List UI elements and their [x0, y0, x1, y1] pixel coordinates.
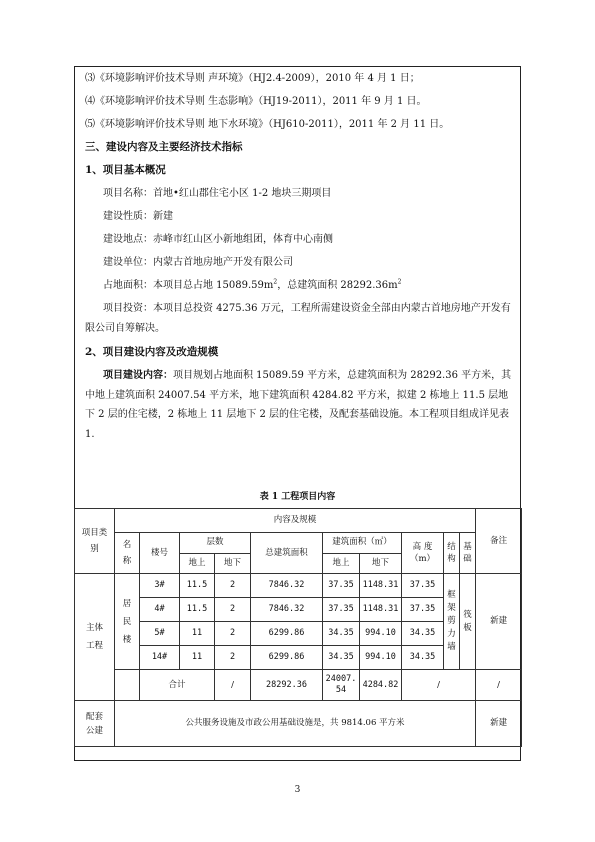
height: 37.35	[402, 574, 444, 598]
floors-below: 2	[215, 574, 251, 598]
total-area: 7846.32	[251, 574, 323, 598]
header-area-above: 地上	[323, 553, 360, 574]
building-no: 5#	[140, 622, 180, 646]
area-below: 994.10	[360, 645, 402, 669]
header-structure: 结构	[444, 532, 460, 573]
area-below: 994.10	[360, 622, 402, 646]
project-content-table	[74, 508, 522, 747]
header-content-scale: 内容及规模	[115, 509, 476, 533]
floors-above: 11.5	[180, 574, 215, 598]
height: 34.35	[402, 622, 444, 646]
header-height: 高 度（m）	[402, 532, 444, 573]
floors-above: 11	[180, 645, 215, 669]
area-above: 37.35	[323, 598, 360, 622]
category-support: 配套公建	[75, 701, 115, 747]
project-investment: 项目投资：本项目总投资 4275.36 万元，工程所需建设资金全部由内蒙古首地房地产开发有限公司自筹解决。	[85, 303, 511, 334]
floors-below: 2	[215, 598, 251, 622]
building-no: 3#	[140, 574, 180, 598]
table-row-support	[75, 701, 522, 747]
construction-unit: 建设单位：内蒙古首地房地产开发有限公司	[103, 257, 293, 268]
construction-nature: 建设性质：新建	[103, 211, 173, 222]
building-no: 4#	[140, 598, 180, 622]
area-below: 1148.31	[360, 574, 402, 598]
subheading-construction-content: 2、项目建设内容及改造规模	[85, 346, 219, 358]
total-area: 6299.86	[251, 645, 323, 669]
building-no: 14#	[140, 645, 180, 669]
remark-value: 新建	[476, 574, 522, 670]
document-body	[85, 72, 515, 444]
project-name: 项目名称：首地•红山郡住宅小区 1-2 地块三期项目	[103, 188, 332, 199]
sum-area-above: 24007.54	[323, 669, 360, 701]
page-number: 3	[294, 785, 301, 795]
support-description: 公共服务设施及市政公用基础设施是，共 9814.06 平方米	[115, 701, 476, 747]
floors-below: 2	[215, 645, 251, 669]
area-above: 37.35	[323, 574, 360, 598]
land-area	[103, 279, 515, 292]
floors-below: 2	[215, 622, 251, 646]
building-area-text: ，总建筑面积 28292.36m	[277, 280, 398, 291]
total-area: 7846.32	[251, 598, 323, 622]
header-area-below: 地下	[360, 553, 402, 574]
subheading-basic-overview: 1、项目基本概况	[85, 164, 166, 176]
construction-content-label: 项目建设内容：	[103, 370, 173, 381]
header-floors-above: 地上	[180, 553, 215, 574]
floors-above: 11	[180, 622, 215, 646]
header-name: 名称	[115, 532, 140, 573]
header-category: 项目类别	[75, 509, 115, 574]
structure-value: 框架剪力墙	[444, 574, 460, 670]
height: 37.35	[402, 598, 444, 622]
superscript-2: 2	[273, 278, 278, 286]
reference-4: ⑷《环境影响评价技术导则 生态影响》（HJ19-2011），2011 年 9 月 1 日。	[85, 96, 427, 107]
area-below: 1148.31	[360, 598, 402, 622]
construction-content-paragraph	[85, 366, 515, 444]
header-floors: 层数	[180, 532, 251, 553]
superscript-2: 2	[397, 278, 402, 286]
table-row-total	[75, 669, 522, 701]
foundation-value: 筏板	[460, 574, 476, 670]
sum-height-slash: /	[402, 669, 476, 701]
floors-above: 11.5	[180, 598, 215, 622]
section-heading-3: 三、建设内容及主要经济技术指标	[85, 141, 243, 153]
header-remark: 备注	[476, 509, 522, 574]
construction-location: 建设地点：赤峰市红山区小新地组团，体育中心南侧	[103, 234, 333, 245]
sum-area-below: 4284.82	[360, 669, 402, 701]
total-area: 6299.86	[251, 622, 323, 646]
header-floors-below: 地下	[215, 553, 251, 574]
sum-total-area: 28292.36	[251, 669, 323, 701]
sum-remark-slash: /	[476, 669, 522, 701]
reference-5: ⑸《环境影响评价技术导则 地下水环境》（HJ610-2011），2011 年 2 月 11 日。	[85, 119, 450, 130]
category-main: 主体工程	[75, 574, 115, 701]
sum-floors-slash: /	[215, 669, 251, 701]
table-row	[75, 574, 522, 598]
reference-3: ⑶《环境影响评价技术导则 声环境》（HJ2.4-2009），2010 年 4 月 1 日；	[85, 73, 420, 84]
height: 34.35	[402, 645, 444, 669]
header-building-no: 楼号	[140, 532, 180, 573]
header-foundation: 基础	[460, 532, 476, 573]
table-caption: 表 1 工程项目内容	[259, 492, 336, 502]
land-area-text: 占地面积：本项目总占地 15089.59m	[103, 280, 274, 291]
header-total-area: 总建筑面积	[251, 532, 323, 573]
construction-content-text: 项目规划占地面积 15089.59 平方米，总建筑面积为 28292.36 平方米，其中地上建筑面积 24007.54 平方米，地下建筑面积 4284.82 平方米，拟建 2 栋地上 11.5 层地下 2 层的住宅楼，2 栋地上 11 层地下 2 层的住宅楼，及配套基础设施。本工程项目组成详见表 1.	[85, 370, 512, 440]
name-residential: 居民楼	[115, 574, 140, 670]
header-area: 建筑面积（㎡）	[323, 532, 402, 553]
area-above: 34.35	[323, 645, 360, 669]
area-above: 34.35	[323, 622, 360, 646]
support-remark: 新建	[476, 701, 522, 747]
sum-label: 合计	[140, 669, 215, 701]
